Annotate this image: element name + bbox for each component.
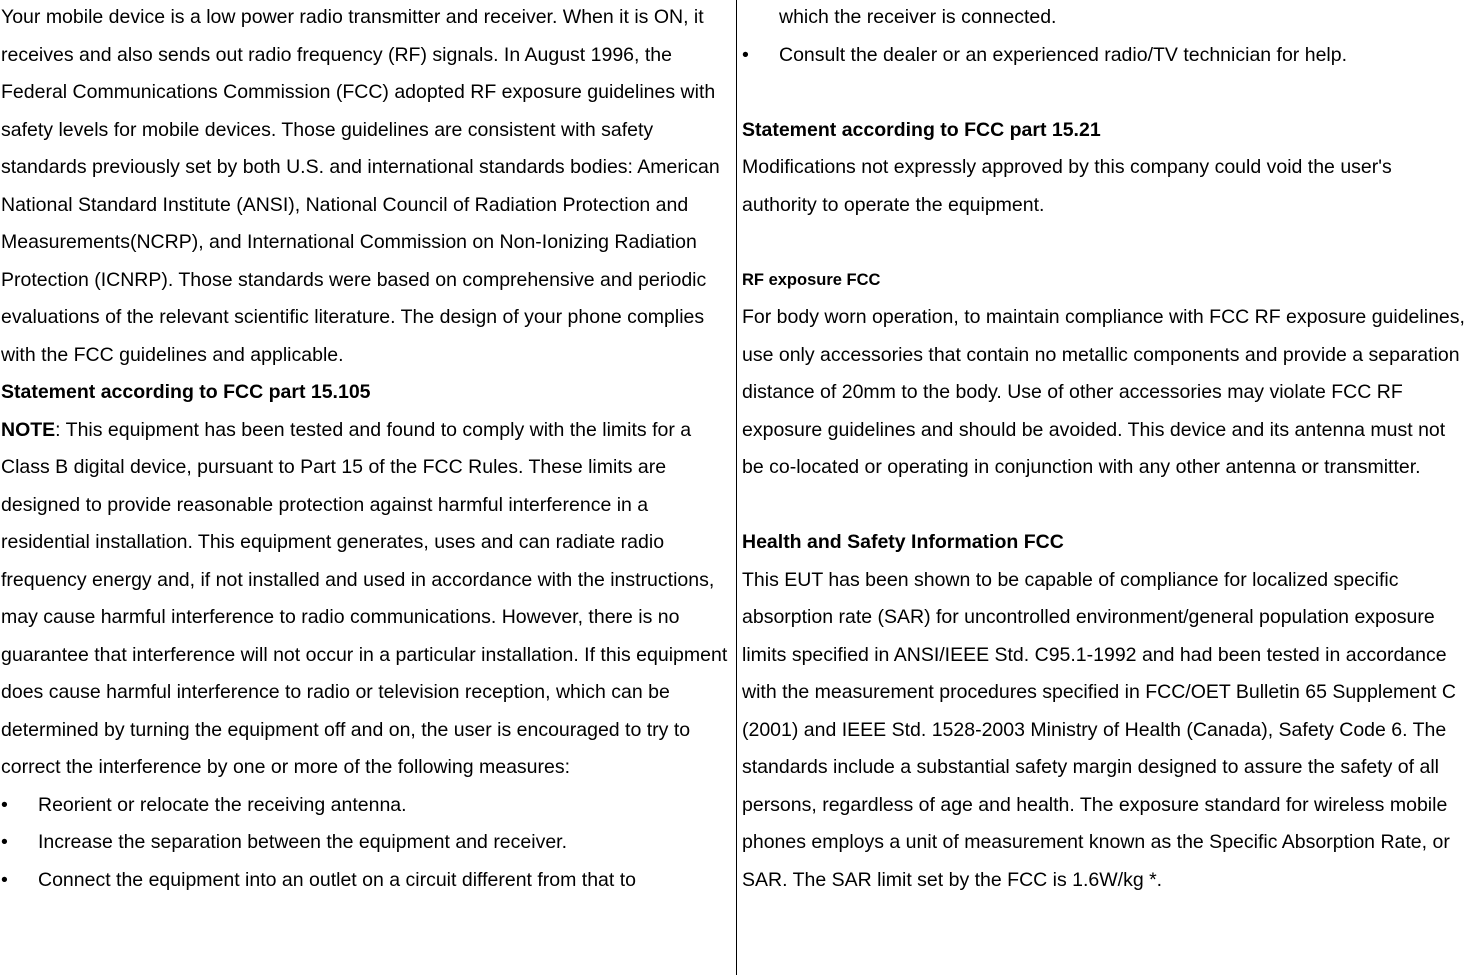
bullet-item xyxy=(1,824,733,862)
intro-paragraph: Your mobile device is a low power radio transmitter and receiver. When it is ON, it receives and also sends out radio frequency (RF) signals. In August 1996, the Federal Communications Commission (FCC) adopted RF exposure guidelines with safety levels for mobile devices. Those guidelines are consistent with safety standards previously set by both U.S. and international standards bodies: American National Standard Institute (ANSI), National Council of Radiation Protection and Measurements(NCRP), and International Commission on Non-Ionizing Radiation Protection (ICNRP). Those standards were based on comprehensive and periodic evaluations of the relevant scientific literature. The design of your phone complies with the FCC guidelines and applicable. xyxy=(1,6,720,366)
bullet-text: Increase the separation between the equipment and receiver. xyxy=(38,831,568,853)
column-divider xyxy=(736,0,737,975)
bullet-mark: • xyxy=(742,43,749,66)
rf-exposure-paragraph: For body worn operation, to maintain compliance with FCC RF exposure guidelines, use only accessories that contain no metallic components and provide a separation distance of 20mm to the body. Use of other accessories may violate FCC RF exposure guidelines and should be avoided. This device and its antenna must not be co-located or operating in conjunction with any other antenna or transmitter. xyxy=(742,306,1465,478)
bullet-text: Connect the equipment into an outlet on a circuit different from that to xyxy=(38,868,636,891)
heading-fcc-15-21: Statement according to FCC part 15.21 xyxy=(742,118,1101,141)
bullet-item xyxy=(742,37,1465,75)
health-safety-paragraph: This EUT has been shown to be capable of compliance for localized specific absorption rate (SAR) for uncontrolled environment/general population exposure limits specified in ANSI/IEEE Std. C95.1-1992 and had been tested in accordance with the measurement procedures specified in FCC/OET Bulletin 65 Supplement C (2001) and IEEE Std. 1528-2003 Ministry of Health (Canada), Safety Code 6. The standards include a substantial safety margin designed to assure the safety of all persons, regardless of age and health. The exposure standard for wireless mobile phones employs a unit of measurement known as the Specific Absorption Rate, or SAR. The SAR limit set by the FCC is 1.6W/kg *. xyxy=(742,568,1456,891)
bullet-mark: • xyxy=(1,868,8,891)
left-column xyxy=(1,0,733,975)
heading-health-safety: Health and Safety Information FCC xyxy=(742,531,1064,553)
bullet-text: Consult the dealer or an experienced radio/TV technician for help. xyxy=(779,43,1348,66)
bullet-text: Reorient or relocate the receiving antenna. xyxy=(38,793,407,816)
heading-fcc-15-105: Statement according to FCC part 15.105 xyxy=(1,381,371,403)
note-text: : This equipment has been tested and found to comply with the limits for a Class B digital device, pursuant to Part 15 of the FCC Rules. These limits are designed to provide reasonable protection against harmful interference in a residential installation. This equipment generates, uses and can radiate radio frequency energy and, if not installed and used in accordance with the instructions, may cause harmful interference to radio communications. However, there is no guarantee that interference will not occur in a particular installation. If this equipment does cause harmful interference to radio or television reception, which can be determined by turning the equipment off and on, the user is encouraged to try to correct the interference by one or more of the following measures: xyxy=(1,418,728,778)
spacer xyxy=(742,224,1465,262)
bullet-mark: • xyxy=(1,831,8,853)
fcc-15-21-paragraph: Modifications not expressly approved by this company could void the user's authority to operate the equipment. xyxy=(742,156,1392,216)
right-column xyxy=(742,0,1465,975)
bullet-item xyxy=(1,787,733,825)
note-paragraph xyxy=(1,412,733,787)
spacer xyxy=(742,74,1465,112)
bullet-mark: • xyxy=(1,793,8,816)
bullet-item xyxy=(1,862,733,900)
note-label: NOTE xyxy=(1,418,56,441)
bullet-continuation: which the receiver is connected. xyxy=(779,6,1057,28)
spacer xyxy=(742,487,1465,525)
heading-rf-exposure: RF exposure FCC xyxy=(742,270,881,289)
